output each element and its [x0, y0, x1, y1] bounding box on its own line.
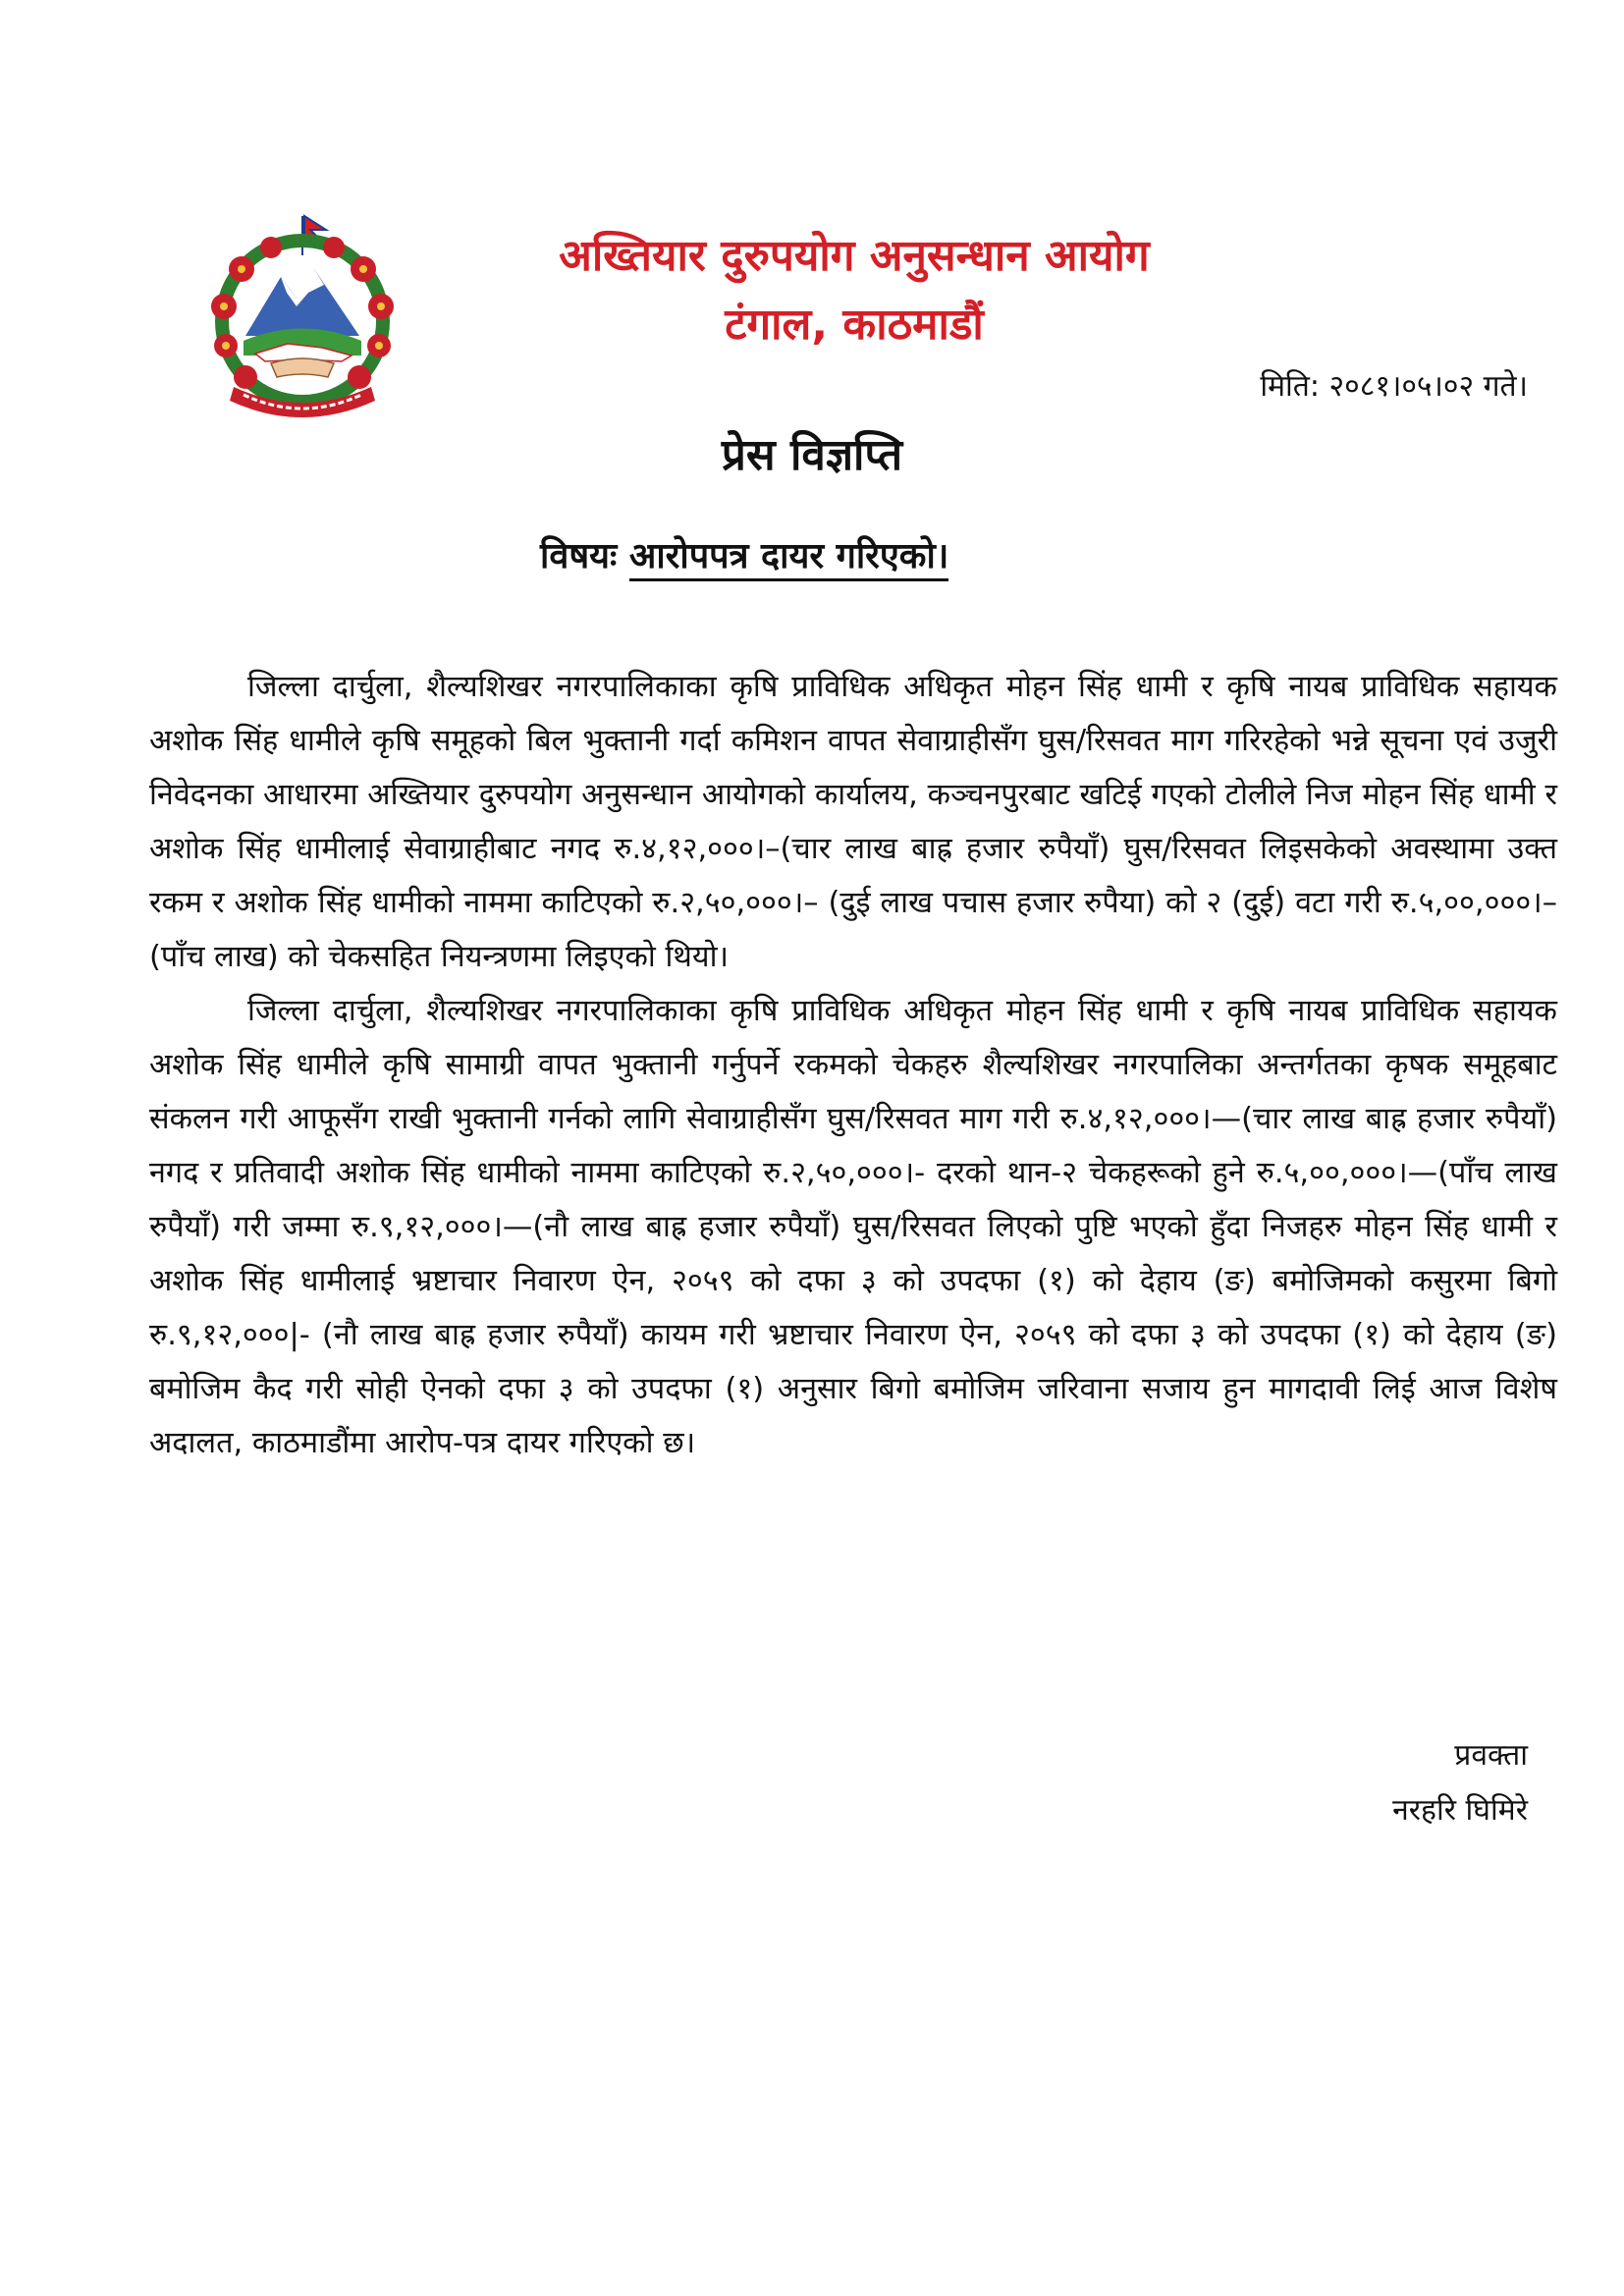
subject-label: विषयः [540, 536, 618, 576]
emblem-graphic [194, 208, 410, 424]
body-paragraph-2: जिल्ला दार्चुला, शैल्यशिखर नगरपालिकाका कृषि प्राविधिक अधिकृत मोहन सिंह धामी र कृषि नायब प्राविधिक सहायक अशोक सिंह धामीले कृषि सामाग्री वापत भुक्तानी गर्नुपर्ने रकमको चेकहरु शैल्यशिखर नगरपालिका अन्तर्गतका कृषक समूहबाट संकलन गरी आफूसँग राखी भुक्तानी गर्नको लागि सेवाग्राहीसँग घुस/रिसवत माग गरी रु.४,१२,०००।—(चार लाख बाह्र हजार रुपैयाँ) नगद र प्रतिवादी अशोक सिंह धामीको नाममा काटिएको रु.२,५०,०००।- दरको थान-२ चेकहरूको हुने रु.५,००,०००।—(पाँच लाख रुपैयाँ) गरी जम्मा रु.९,१२,०००।—(नौ लाख बाह्र हजार रुपैयाँ) घुस/रिसवत लिएको पुष्टि भएको हुँदा निजहरु मोहन सिंह धामी र अशोक सिंह धामीलाई भ्रष्टाचार निवारण ऐन, २०५९ को दफा ३ को उपदफा (१) को देहाय (ङ) बमोजिमको कसुरमा बिगो रु.९,१२,०००|- (नौ लाख बाह्र हजार रुपैयाँ) कायम गरी भ्रष्टाचार निवारण ऐन, २०५९ को दफा ३ को उपदफा (१) को देहाय (ङ) बमोजिम कैद गरी सोही ऐनको दफा ३ को उपदफा (१) अनुसार बिगो बमोजिम जरिवाना सजाय हुन मागदावी लिई आज विशेष अदालत, काठमाडौंमा आरोप-पत्र दायर गरिएको छ। [149, 994, 1557, 1460]
press-release-body [149, 660, 1557, 1470]
issue-date: मिति: २०८१।०५।०२ गते। [1260, 369, 1528, 404]
signatory-role: प्रवक्ता [1454, 1738, 1528, 1773]
nepal-government-emblem-icon [194, 208, 410, 424]
mountain-icon [245, 269, 359, 336]
office-name: अख्तियार दुरुपयोग अनुसन्धान आयोग [559, 231, 1150, 281]
page-title: प्रेस विज्ञप्ति [721, 430, 903, 480]
signatory-name: नरहरि घिमिरे [1392, 1793, 1528, 1828]
body-paragraph-1: जिल्ला दार्चुला, शैल्यशिखर नगरपालिकाका कृषि प्राविधिक अधिकृत मोहन सिंह धामी र कृषि नायब प्राविधिक सहायक अशोक सिंह धामीले कृषि समूहको बिल भुक्तानी गर्दा कमिशन वापत सेवाग्राहीसँग घुस/रिसवत माग गरिरहेको भन्ने सूचना एवं उजुरी निवेदनका आधारमा अख्तियार दुरुपयोग अनुसन्धान आयोगको कार्यालय, कञ्चनपुरबाट खटिई गएको टोलीले निज मोहन सिंह धामी र अशोक सिंह धामीलाई सेवाग्राहीबाट नगद रु.४,१२,०००।–(चार लाख बाह्र हजार रुपैयाँ) घुस/रिसवत लिइसकेको अवस्थामा उक्त रकम र अशोक सिंह धामीको नाममा काटिएको रु.२,५०,०००।– (दुई लाख पचास हजार रुपैया) को २ (दुई) वटा गरी रु.५,००,०००।– (पाँच लाख) को चेकसहित नियन्त्रणमा लिइएको थियो। [149, 670, 1557, 974]
subject-line [540, 530, 948, 583]
subject-value: आरोपपत्र दायर गरिएको। [629, 536, 949, 581]
signature-block [1392, 1728, 1528, 1838]
office-address: टंगाल, काठमाडौं [725, 300, 984, 350]
handshake-icon [271, 358, 334, 377]
